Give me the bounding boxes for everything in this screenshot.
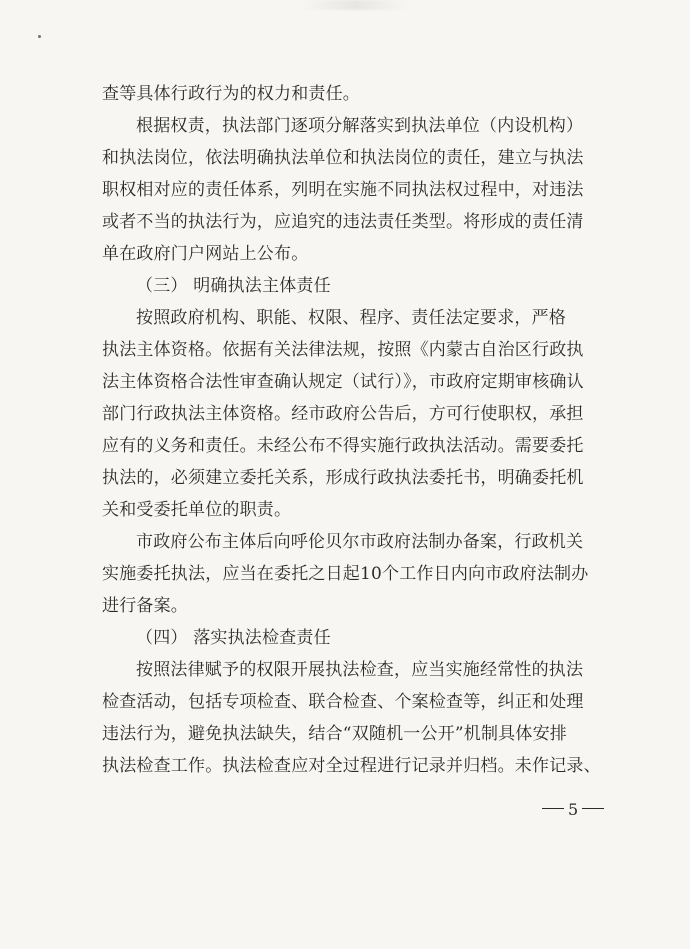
scan-dot bbox=[38, 35, 41, 38]
section-heading: （四） 落实执法检查责任 bbox=[136, 628, 331, 648]
paragraph-line: 和执法岗位，依法明确执法单位和执法岗位的责任，建立与执法 bbox=[102, 148, 584, 168]
paragraph-line: 检查活动，包括专项检查、联合检查、个案检查等，纠正和处理 bbox=[102, 692, 584, 712]
paragraph-line: 执法主体资格。依据有关法律法规，按照《内蒙古自治区行政执 bbox=[102, 340, 584, 360]
paragraph-line: 执法的，必须建立委托关系，形成行政执法委托书，明确委托机 bbox=[102, 468, 584, 488]
paragraph-line: 违法行为，避免执法缺失，结合“双随机一公开”机制具体安排 bbox=[102, 724, 567, 744]
footer-dash-left bbox=[542, 808, 564, 809]
page-footer bbox=[538, 800, 608, 820]
paragraph-line: 按照政府机构、职能、权限、程序、责任法定要求，严格 bbox=[136, 308, 566, 328]
paragraph-line: 实施委托执法，应当在委托之日起10个工作日内向市政府法制办 bbox=[102, 564, 589, 584]
footer-dash-right bbox=[582, 808, 604, 809]
paragraph-line: 或者不当的执法行为，应追究的违法责任类型。将形成的责任清 bbox=[102, 212, 584, 232]
paragraph-line: 职权相对应的责任体系，列明在实施不同执法权过程中，对违法 bbox=[102, 180, 584, 200]
paragraph-line: 市政府公布主体后向呼伦贝尔市政府法制办备案，行政机关 bbox=[136, 532, 584, 552]
paragraph-line: 关和受委托单位的职责。 bbox=[102, 500, 292, 520]
paragraph-line: 执法检查工作。执法检查应对全过程进行记录并归档。未作记录、 bbox=[102, 756, 601, 776]
paragraph-line: 部门行政执法主体资格。经市政府公告后，方可行使职权，承担 bbox=[102, 404, 584, 424]
section-heading: （三） 明确执法主体责任 bbox=[136, 276, 331, 296]
paragraph-line: 根据权责，执法部门逐项分解落实到执法单位（内设机构） bbox=[136, 116, 584, 136]
paragraph-line: 法主体资格合法性审查确认规定（试行）》，市政府定期审核确认 bbox=[102, 372, 584, 392]
top-bleed-mark bbox=[300, 0, 410, 10]
paragraph-line: 查等具体行政行为的权力和责任。 bbox=[102, 84, 360, 104]
paragraph-line: 应有的义务和责任。未经公布不得实施行政执法活动。需要委托 bbox=[102, 436, 584, 456]
paragraph-line: 进行备案。 bbox=[102, 596, 188, 616]
page-number: 5 bbox=[568, 800, 579, 819]
paragraph-line: 单在政府门户网站上公布。 bbox=[102, 244, 309, 264]
document-body bbox=[102, 78, 607, 782]
paragraph-line: 按照法律赋予的权限开展执法检查，应当实施经常性的执法 bbox=[136, 660, 584, 680]
